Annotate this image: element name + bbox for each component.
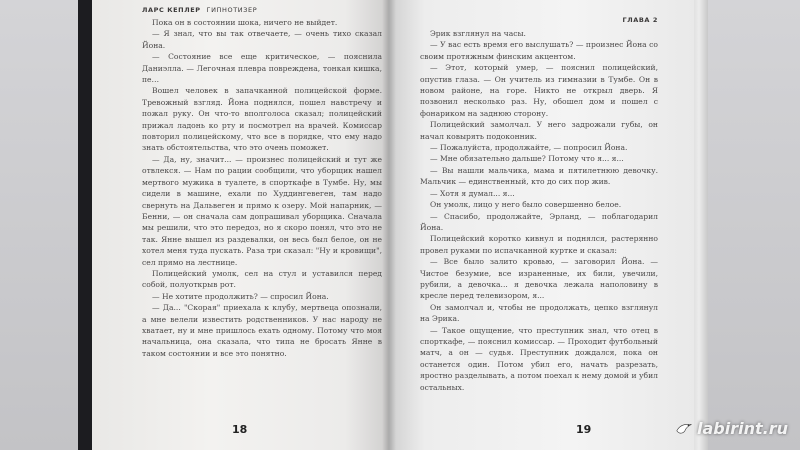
bird-logo-icon [675,420,693,438]
right-paragraph: Полицейский замолчал. У него задрожали губы, он начал ковырять подоконник. [420,120,658,141]
left-paragraph: Полицейский умолк, сел на стул и уставился перед собой, полуоткрыв рот. [142,268,382,290]
header-title: ГИПНОТИЗЕР [206,6,258,14]
right-paragraph: — У вас есть время его выслушать? — произнес Йона со своим протяжным финским акцентом. [420,40,658,61]
right-paragraph: Он замолчал и, чтобы не продолжать, цепко взглянул на Эрика. [420,302,658,324]
right-paragraph: Он умолк, лицо у него было совершенно белое. [430,200,622,210]
right-page [388,0,694,450]
left-page-number: 18 [232,423,248,436]
right-paragraph: — Этот, который умер, — пояснил полицейский, опустив глаза. — Он учитель из гимназии в Тумбе. Он в новом районе, на горе. Никто не открыл дверь. Я позвонил несколько раз. Ну, обошел дом и пошел с фонариком на заднюю сторону. [420,63,658,118]
right-paragraph: — Мне обязательно дальше? Потому что я... я... [430,154,624,164]
right-page-text [420,28,658,393]
header-author: ЛАРС КЕПЛЕР [142,6,201,14]
watermark-text: labirint.ru [697,419,788,438]
right-paragraph: — Вы нашли мальчика, мама и пятилетнюю девочку. Мальчик — единственный, кто до сих пор жив. [420,165,658,187]
left-paragraph: — Состояние все еще критическое, — пояснила Даниэлла. — Легочная плевра повреждена, тонкая кишка, пе… [142,52,382,85]
left-paragraph: Пока он в состоянии шока, ничего не выйдет. [152,18,338,27]
left-page-header [142,6,382,14]
right-page-header: ГЛАВА 2 [622,16,658,24]
left-paragraph: — Да, ну, значит... — произнес полицейский и тут же отвлекся. — Нам по рации сообщили, что уборщик нашел мертвого мужика в туалете, в спорткафе в Тумбе. Ну, мы сидели в машине, ехали по Худдингевеген, там надо свернуть на Дальвеген и прямо к озеру. Мой напарник, — Бенни, — он сначала сам допрашивал уборщика. Сначала мы решили, что это передоз, но я скоро понял, что это не так. Янне вышел из раздевалки, он весь был белое, он не хотел меня туда пускать. Раза три сказал: "Ну и кровищи", сел прямо на лестнице. [142,154,382,267]
right-paragraph: Эрик взглянул на часы. [430,29,526,38]
right-paragraph: — Спасибо, продолжайте, Эрланд, — поблагодарил Йона. [420,211,658,232]
book-gutter-shadow [382,0,396,450]
right-paragraph: — Пожалуйста, продолжайте, — попросил Йона. [430,143,628,153]
right-paragraph: — Такое ощущение, что преступник знал, что отец в спорткафе, — пояснил комиссар. — Проходит футбольный матч, а он — судья. Преступник дождался, пока он останется один. Потом убил его, начать разрезать, яростно разделывать, а потом поехал к нему домой и убил остальных. [420,325,658,392]
left-paragraph: Вошел человек в запачканной полицейской форме. Тревожный взгляд. Йона поднялся, пошел навстречу и пожал руку. Он что-то вполголоса сказал; полицейский прижал ладонь ко рту и посмотрел на врачей. Комиссар повторил полицейскому, что все в порядке, что ему надо знать обстоятельства, что это очень поможет. [142,86,382,153]
left-page-text [142,17,382,359]
left-paragraph: — Да... "Скорая" приехала к клубу, мертвеца опознали, а мне велели известить родственников. У нас народу не хватает, ну и мне пришлось ехать одному. Потому что моя начальница, она сказала, что типа не бросать Янне в таком состоянии и все это понятно. [142,303,382,358]
right-paragraph: — Все было залито кровью, — заговорил Йона. — Чистое безумие, все израненные, их били, увечили, рубили, а девочка... я девочка лежала наполовину в кресле перед телевизором, я... [420,257,658,301]
left-page [92,0,390,450]
right-paragraph: Полицейский коротко кивнул и поднялся, растерянно провел руками по испачканной куртке и сказал: [420,234,658,255]
right-paragraph: — Хотя я думал... я... [430,188,515,198]
right-page-number: 19 [576,423,592,436]
left-paragraph: — Я знал, что вы так отвечаете, — очень тихо сказал Йона. [142,29,382,50]
watermark [675,419,788,438]
left-paragraph: — Не хотите продолжить? — спросил Йона. [152,291,329,301]
